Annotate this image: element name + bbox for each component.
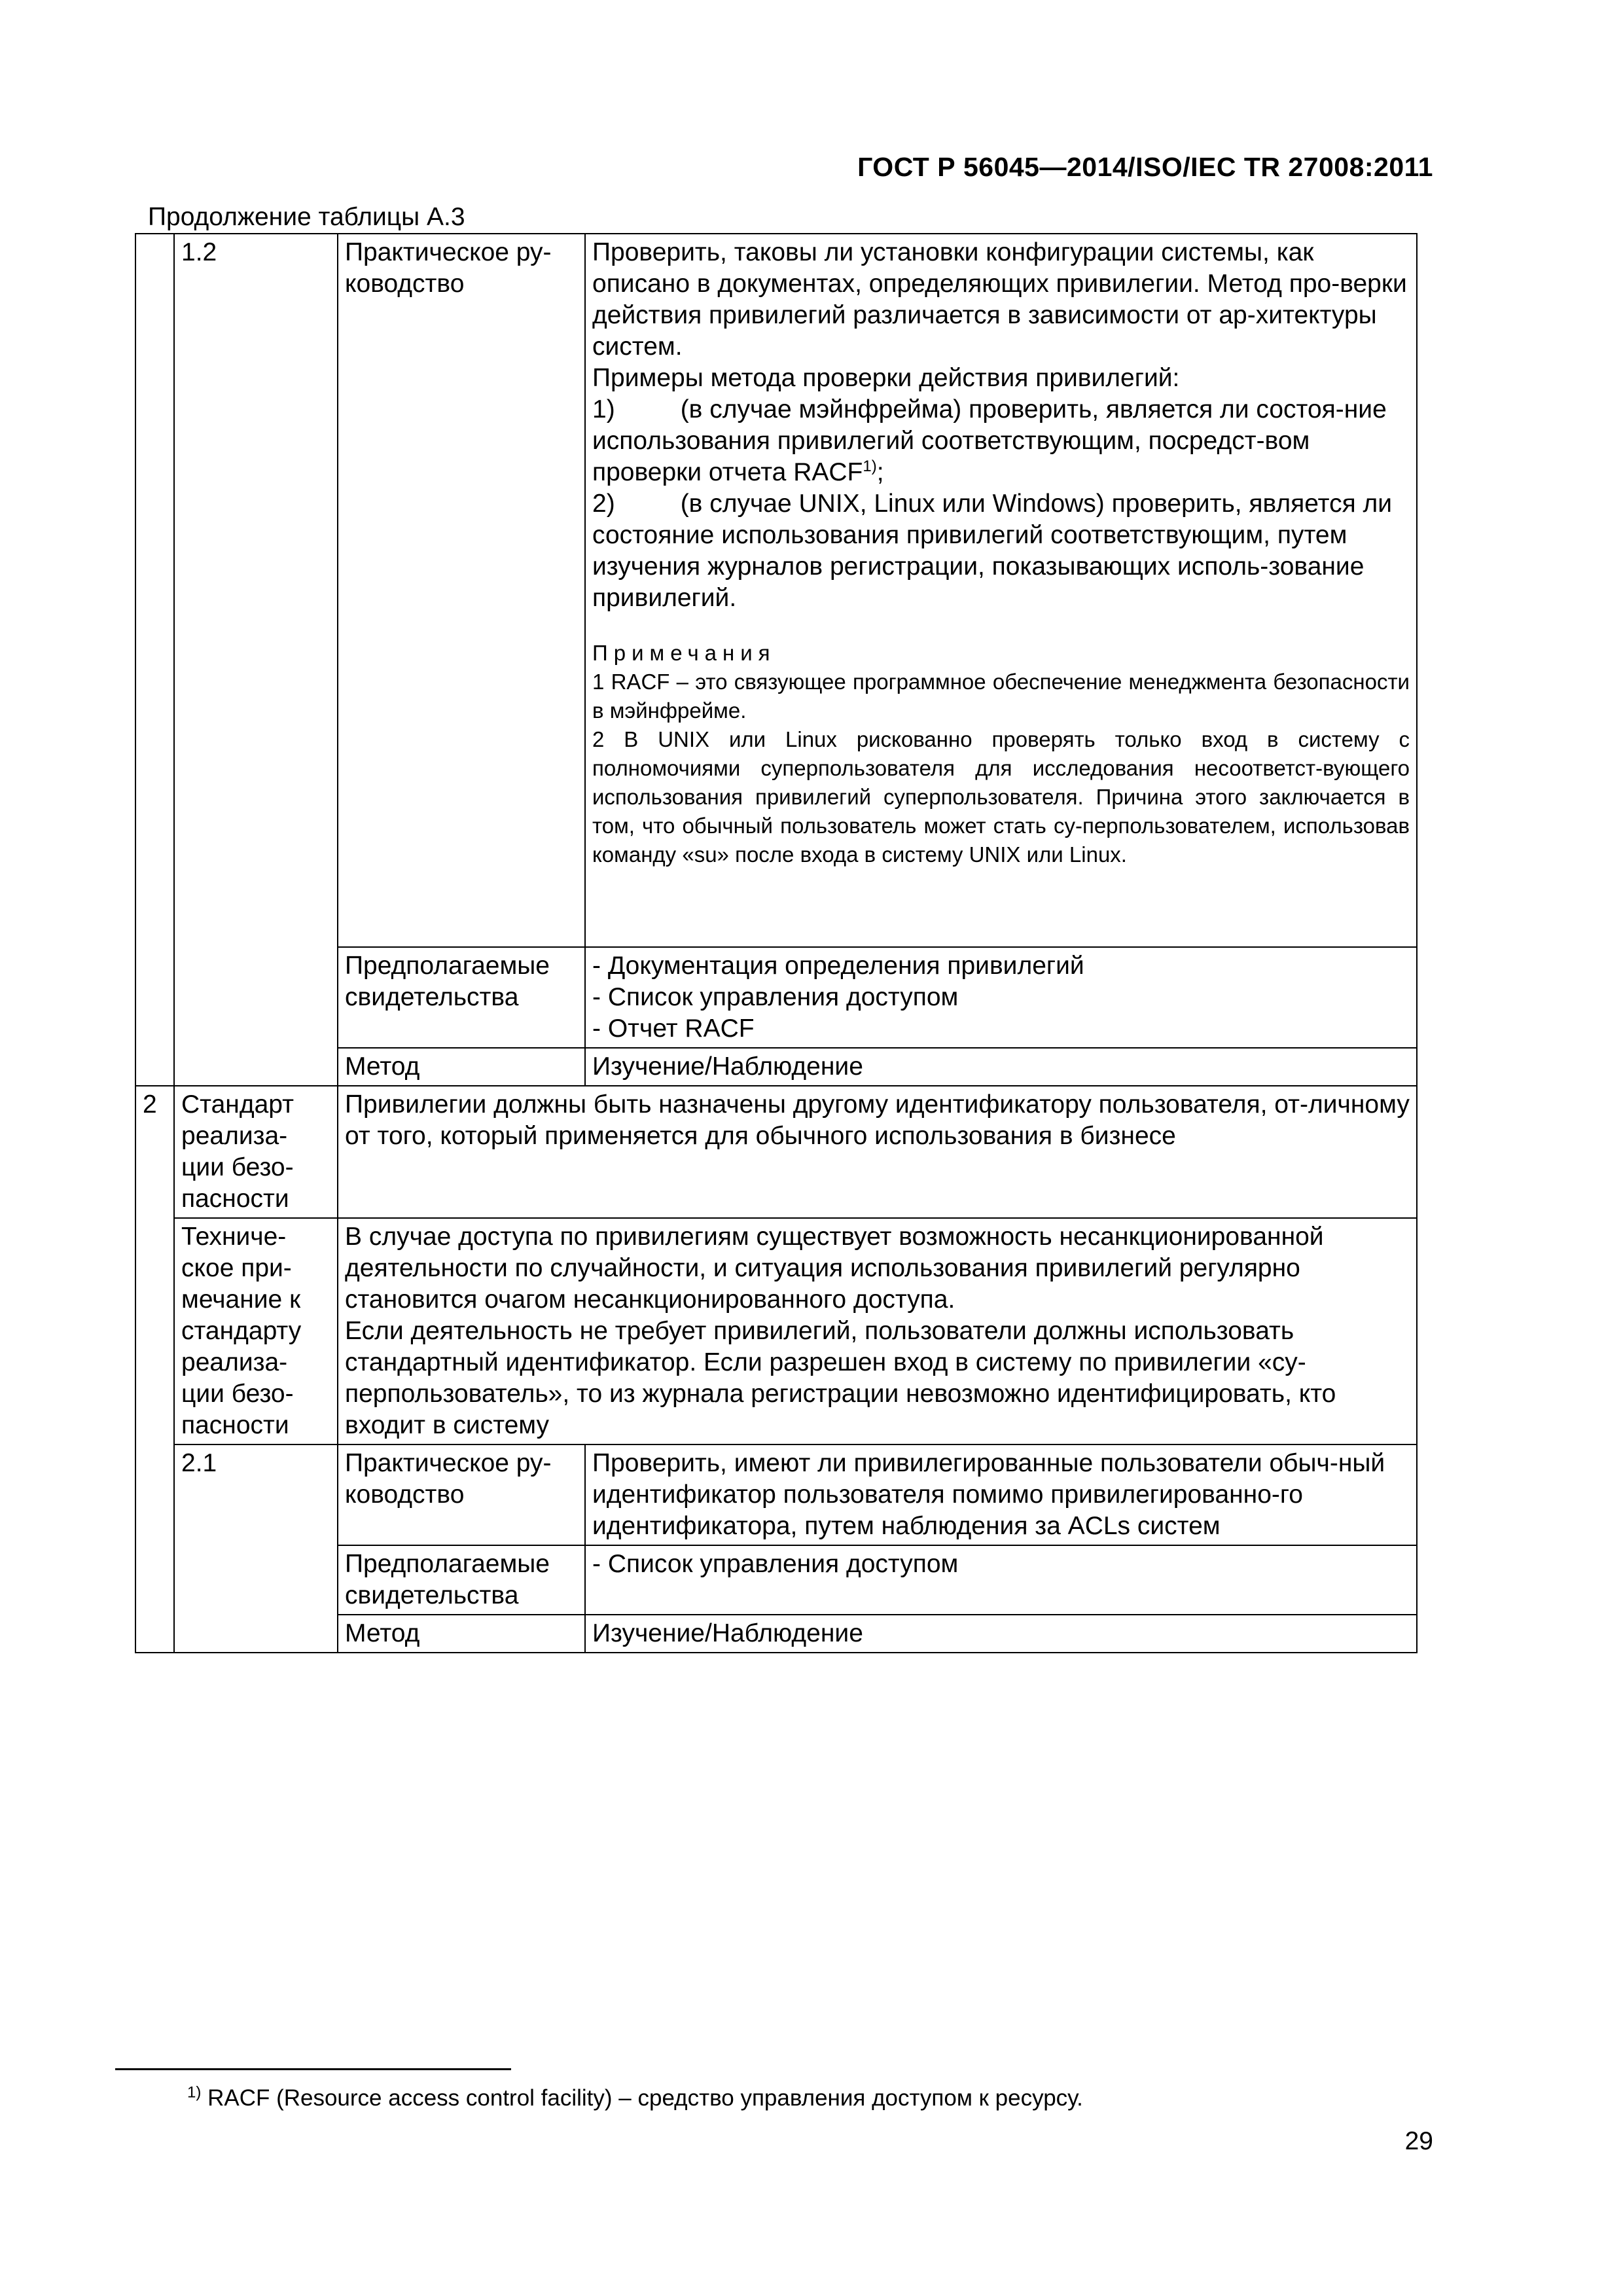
requirements-table xyxy=(135,233,1418,1653)
guidance-label-cell: Практическое ру-ководство xyxy=(338,234,585,947)
method-value-cell: Изучение/Наблюдение xyxy=(585,1048,1417,1086)
evidence-item: - Список управления доступом xyxy=(592,1550,959,1578)
evidence-label-cell: Предполагаемые свидетельства xyxy=(338,1545,585,1615)
note-2: 2 В UNIX или Linux рискованно проверять только вход в систему с полномочиями суперпользователя для исследования несоответст-вующего использования привилегий суперпользователя. Причина этого заключается в том, что обычный пользователь может стать су-перпользователем, использовав команду «su» после входа в систему UNIX или Linux. xyxy=(592,727,1410,867)
table-caption: Продолжение таблицы А.3 xyxy=(148,203,465,231)
table-row xyxy=(135,1086,1417,1218)
evidence-list-cell xyxy=(585,947,1417,1048)
footnote: $^{1)}$ RACF (Resource access control facility) – средство управления доступом к ресурсу. xyxy=(187,2083,1083,2111)
page-number: 29 xyxy=(1404,2127,1433,2155)
section-number-cell: 2 xyxy=(135,1086,174,1653)
evidence-item: - Документация определения привилегий xyxy=(592,952,1084,980)
method-value-cell: Изучение/Наблюдение xyxy=(585,1615,1417,1653)
evidence-item: - Список управления доступом xyxy=(592,983,959,1011)
table-row xyxy=(135,234,1417,947)
tech-note-label-cell: Техниче-ское при-мечание к стандарту реализа-ции безо-пасности xyxy=(174,1218,338,1444)
notes-title: Примечания xyxy=(592,641,776,665)
tech-note-text-cell: В случае доступа по привилегиям существует возможность несанкционированной деятельности по случайности, и ситуация использования привилегий регулярно становится очагом несанкционированного доступа. Если деятельность не требует привилегий, пользователи должны использовать стандартный идентификатор. Если разрешен вход в систему по привилегии «су-перпользователь», то из журнала регистрации невозможно идентифицировать, кто входит в систему xyxy=(338,1218,1417,1444)
evidence-item: - Отчет RACF xyxy=(592,1014,755,1043)
example-1: 1) (в случае мэйнфрейма) проверить, является ли состоя-ние использования привилегий соответствующим, посредст-вом проверки отчета RACF$^{1)}$; xyxy=(592,395,1387,486)
note-1: 1 RACF – это связующее программное обеспечение менеджмента безопасности в мэйнфрейме. xyxy=(592,670,1410,723)
guidance-text-cell: Проверить, имеют ли привилегированные пользователи обыч-ный идентификатор пользователя помимо привилегированно-го идентификатора, путем наблюдения за ACLs систем xyxy=(585,1444,1417,1545)
table-row xyxy=(135,1218,1417,1444)
method-label-cell: Метод xyxy=(338,1615,585,1653)
standard-label-cell: Стандарт реализа-ции безо-пасности xyxy=(174,1086,338,1218)
notes-block xyxy=(592,639,1410,869)
guidance-text-cell xyxy=(585,234,1417,947)
table-row xyxy=(135,1444,1417,1545)
footnote-separator xyxy=(115,2068,511,2070)
guidance-label-cell: Практическое ру-ководство xyxy=(338,1444,585,1545)
item-id-cell: 1.2 xyxy=(174,234,338,1086)
evidence-list-cell xyxy=(585,1545,1417,1615)
guidance-text: Проверить, таковы ли установки конфигурации системы, как описано в документах, определяющих привилегии. Метод про-верки действия привилегий различается в зависимости от ар-хитектуры систем. xyxy=(592,238,1407,361)
evidence-label-cell: Предполагаемые свидетельства xyxy=(338,947,585,1048)
examples-intro: Примеры метода проверки действия привилегий: xyxy=(592,364,1180,392)
document-header: ГОСТ Р 56045—2014/ISO/IEC TR 27008:2011 xyxy=(857,152,1433,182)
item-id-cell: 2.1 xyxy=(174,1444,338,1653)
example-2: 2) (в случае UNIX, Linux или Windows) проверить, является ли состояние использования привилегий соответствующим, путем изучения журналов регистрации, показывающих исполь-зование привилегий. xyxy=(592,490,1393,612)
empty-cell xyxy=(135,234,174,1086)
standard-text-cell: Привилегии должны быть назначены другому идентификатору пользователя, от-личному от того, который применяется для обычного использования в бизнесе xyxy=(338,1086,1417,1218)
method-label-cell: Метод xyxy=(338,1048,585,1086)
